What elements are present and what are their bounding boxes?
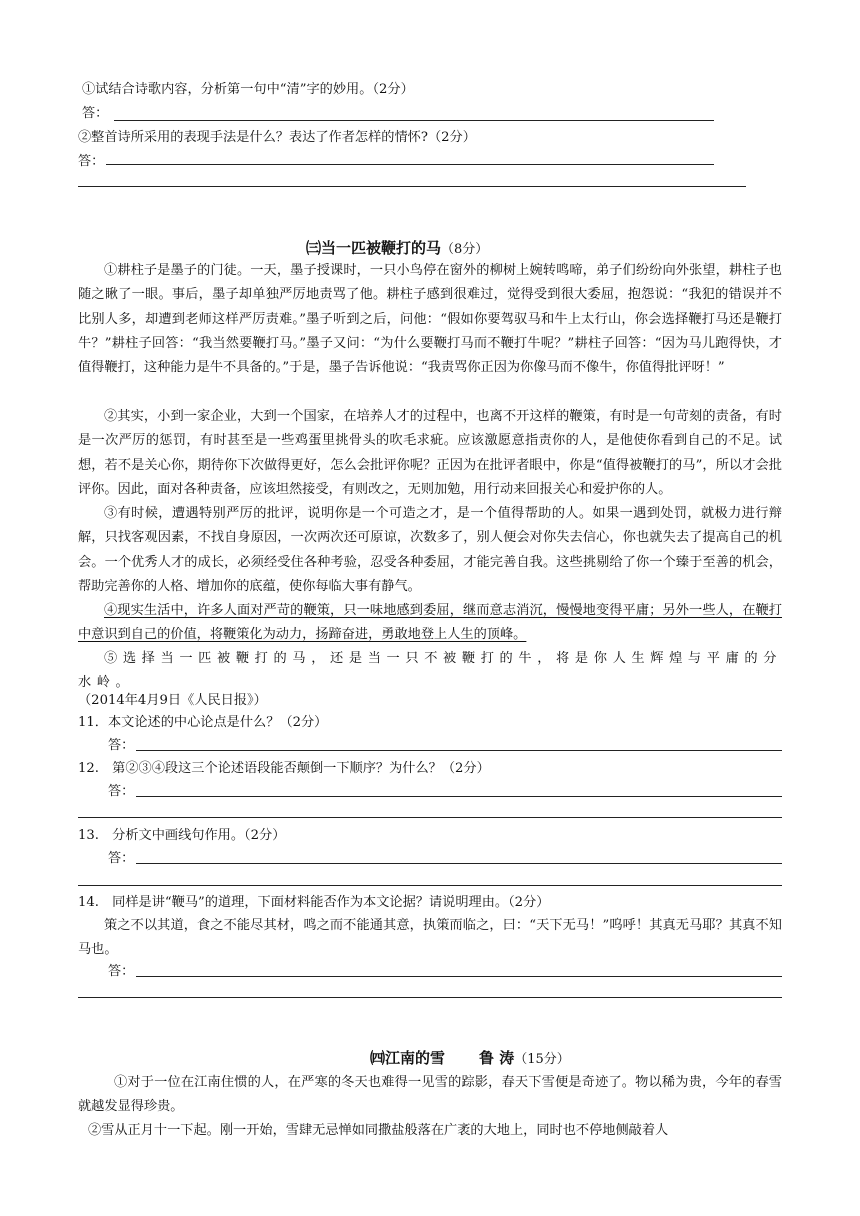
answer-label: 答： bbox=[108, 784, 135, 799]
answer-label: 答： bbox=[108, 851, 135, 866]
answer-line[interactable] bbox=[136, 863, 782, 864]
paragraph-3: ③有时候，遭遇特别严厉的批评，说明你是一个可造之才，是一个值得帮助的人。如果一遇到处罚，就极力进行辩解，只找客观因素，不找自身原因，一次两次还可原谅，次数多了，别人便会对你失去信心，你也就失去了提高自己的机会。一个优秀人才的成长，必须经受住各种考验，忍受各种委屈，才能完善自我。这些挑剔给了你一个臻于至善的机会，帮助完善你的人格、增加你的底蕴，使你每临大事有静气。 bbox=[78, 506, 782, 594]
answer-line[interactable] bbox=[136, 750, 782, 751]
paragraph-5: ⑤选择当一匹被鞭打的马，还是当一只不被鞭打的牛，将是你人生辉煌与平庸的分水岭。 bbox=[78, 651, 782, 691]
answer-label: 答： bbox=[82, 106, 109, 121]
section-4-points: （15分） bbox=[514, 1052, 570, 1067]
paragraph-2: ②其实，小到一家企业，大到一个国家，在培养人才的过程中，也离不开这样的鞭策，有时是一句苛刻的责备，有时是一次严厉的惩罚，有时甚至是一些鸡蛋里挑骨头的吹毛求疵。应该激愿意指责你的人，是他使你看到自己的不足。试想，若不是关心你，期待你下次做得更好，怎么会批评你呢？正因为在批评者眼中，你是“值得被鞭打的马”，所以才会批评你。因此，面对各种责备，应该坦然接受，有则改之，无则加勉，用行动来回报关心和爱护你的人。 bbox=[78, 409, 782, 497]
question-11: 11．本文论述的中心论点是什么？（2分） bbox=[78, 715, 328, 730]
poem-question-2: ②整首诗所采用的表现手法是什么？表达了作者怎样的情怀?（2分） bbox=[78, 130, 476, 145]
question-14-material: 策之不以其道，食之不能尽其材，鸣之而不能通其意，执策而临之，曰：“天下无马！”呜呼！其真无马耶？其真不知马也。 bbox=[78, 918, 782, 958]
question-14: 14. 同样是讲“鞭马”的道理，下面材料能否作为本文论据？请说明理由。（2分） bbox=[78, 895, 550, 910]
answer-line[interactable] bbox=[78, 186, 746, 187]
answer-line[interactable] bbox=[136, 976, 782, 977]
answer-label: 答： bbox=[108, 964, 135, 979]
answer-line[interactable] bbox=[78, 817, 782, 818]
answer-line[interactable] bbox=[78, 997, 782, 998]
answer-line[interactable] bbox=[78, 885, 782, 886]
paragraph-1: ①耕柱子是墨子的门徒。一天，墨子授课时，一只小鸟停在窗外的柳树上婉转鸣啼，弟子们纷纷向外张望，耕柱子也随之瞅了一眼。事后，墨子却单独严厉地责骂了他。耕柱子感到很难过，觉得受到很大委屈，抱怨说：“我犯的错误并不比别人多，却遭到老师这样严厉责难。”墨子听到之后，问他：“假如你要驾驭马和牛上太行山，你会选择鞭打马还是鞭打牛？”耕柱子回答：“我当然要鞭打马。”墨子又问：“为什么要鞭打马而不鞭打牛呢？”耕柱子回答：“因为马儿跑得快，才值得鞭打，这种能力是牛不具备的。”于是，墨子告诉他说：“我责骂你正因为你像马而不像牛，你值得批评呀！” bbox=[78, 263, 782, 376]
section-4-paragraph-1: ①对于一位在江南住惯的人，在严寒的冬天也难得一见雪的踪影，春天下雪便是奇迹了。物以稀为贵，今年的春雪就越发显得珍贵。 bbox=[78, 1075, 782, 1115]
section-4-author: 鲁 涛 bbox=[479, 1049, 515, 1067]
answer-label: 答： bbox=[78, 154, 105, 169]
section-3-title-text: ㈢当一匹被鞭打的马 bbox=[306, 239, 442, 257]
section-4-title bbox=[370, 1046, 570, 1072]
section-4-title-text: ㈣江南的雪 bbox=[370, 1049, 446, 1067]
answer-line[interactable] bbox=[106, 164, 714, 165]
answer-line[interactable] bbox=[114, 120, 714, 121]
section-3-points: （8分） bbox=[441, 242, 489, 257]
answer-label: 答： bbox=[108, 738, 135, 753]
question-12: 12. 第②③④段这三个论述语段能否颠倒一下顺序？为什么？（2分） bbox=[78, 761, 490, 776]
section-4-paragraph-2: ②雪从正月十一下起。刚一开始，雪肆无忌惮如同撒盐般落在广袤的大地上，同时也不停地侧敲着人 bbox=[88, 1123, 669, 1138]
source-citation: （2014年4月9日《人民日报》） bbox=[78, 693, 267, 708]
answer-line[interactable] bbox=[136, 796, 782, 797]
question-13: 13. 分析文中画线句作用。（2分） bbox=[78, 828, 286, 843]
paragraph-4-underlined: ④现实生活中，许多人面对严苛的鞭策，只一味地感到委屈，继而意志消沉，慢慢地变得平庸；另外一些人，在鞭打中意识到自己的价值，将鞭策化为动力，扬蹄奋进，勇敢地登上人生的顶峰。 bbox=[78, 603, 782, 643]
poem-question-1: ①试结合诗歌内容，分析第一句中“清”字的妙用。（2分） bbox=[82, 82, 414, 97]
